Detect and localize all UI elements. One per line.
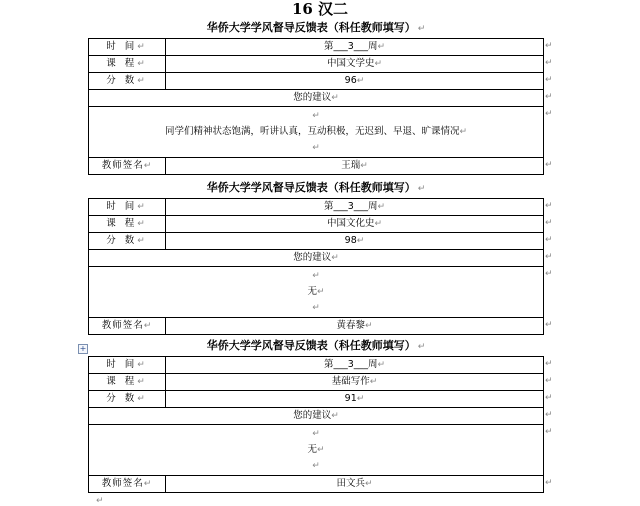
- time-row: [89, 357, 544, 374]
- signature-label: 教师签名↵: [89, 158, 166, 175]
- course-label: 课 程↵: [89, 56, 166, 73]
- row-end-mark: ↵: [545, 269, 553, 279]
- course-value: 中国文学史↵: [166, 56, 544, 73]
- time-label: 时 间↵: [89, 199, 166, 216]
- score-row: [89, 391, 544, 408]
- course-label: 课 程↵: [89, 374, 166, 391]
- form-title: 华侨大学学风督导反馈表（科任教师填写） ↵: [206, 21, 426, 34]
- row-end-mark: ↵: [545, 393, 553, 403]
- teacher-value: 王瑞↵: [166, 158, 544, 175]
- suggestion-label: 您的建议↵: [89, 90, 544, 107]
- row-end-mark: ↵: [545, 41, 553, 51]
- paragraph-mark: ↵: [96, 496, 104, 506]
- suggestion-value: ↵ 同学们精神状态饱满，听讲认真，互动积极，无迟到、早退、旷课情况↵ ↵: [89, 107, 544, 158]
- row-end-mark: ↵: [545, 75, 553, 85]
- teacher-value: 黄春黎↵: [166, 318, 544, 335]
- row-end-mark: ↵: [545, 92, 553, 102]
- page-title: 16 汉二: [291, 0, 349, 18]
- row-end-mark: ↵: [545, 410, 553, 420]
- week-value: 第___3___周↵: [166, 199, 544, 216]
- time-row: [89, 199, 544, 216]
- score-row: [89, 233, 544, 250]
- suggestion-header-row: [89, 408, 544, 425]
- suggestion-row: [89, 267, 544, 318]
- course-label: 课 程↵: [89, 216, 166, 233]
- row-end-mark: ↵: [545, 376, 553, 386]
- signature-label: 教师签名↵: [89, 318, 166, 335]
- suggestion-row: [89, 107, 544, 158]
- row-end-mark: ↵: [545, 201, 553, 211]
- suggestion-value: ↵ 无↵ ↵: [89, 267, 544, 318]
- suggestion-header-row: [89, 250, 544, 267]
- signature-label: 教师签名↵: [89, 476, 166, 493]
- feedback-form-3: [88, 356, 544, 493]
- row-end-mark: ↵: [545, 478, 553, 488]
- row-end-mark: ↵: [545, 320, 553, 330]
- score-label: 分 数↵: [89, 233, 166, 250]
- row-end-mark: ↵: [545, 252, 553, 262]
- row-end-mark: ↵: [545, 109, 553, 119]
- course-row: [89, 216, 544, 233]
- score-label: 分 数↵: [89, 73, 166, 90]
- feedback-form-1: [88, 38, 544, 175]
- week-value: 第___3___周↵: [166, 357, 544, 374]
- course-value: 基础写作↵: [166, 374, 544, 391]
- suggestion-label: 您的建议↵: [89, 250, 544, 267]
- row-end-mark: ↵: [545, 235, 553, 245]
- row-end-mark: ↵: [545, 218, 553, 228]
- row-end-mark: ↵: [545, 160, 553, 170]
- time-label: 时 间↵: [89, 39, 166, 56]
- time-row: [89, 39, 544, 56]
- score-value: 98↵: [166, 233, 544, 250]
- row-end-mark: ↵: [545, 58, 553, 68]
- row-end-mark: ↵: [545, 359, 553, 369]
- signature-row: [89, 476, 544, 493]
- score-value: 96↵: [166, 73, 544, 90]
- signature-row: [89, 158, 544, 175]
- teacher-value: 田文兵↵: [166, 476, 544, 493]
- course-value: 中国文化史↵: [166, 216, 544, 233]
- suggestion-label: 您的建议↵: [89, 408, 544, 425]
- suggestion-value: ↵ 无↵ ↵: [89, 425, 544, 476]
- course-row: [89, 56, 544, 73]
- week-value: 第___3___周↵: [166, 39, 544, 56]
- form-title: 华侨大学学风督导反馈表（科任教师填写） ↵: [206, 339, 426, 352]
- form-title: 华侨大学学风督导反馈表（科任教师填写） ↵: [206, 181, 426, 194]
- suggestion-header-row: [89, 90, 544, 107]
- score-label: 分 数↵: [89, 391, 166, 408]
- table-move-handle-icon[interactable]: +: [79, 344, 87, 353]
- feedback-form-2: [88, 198, 544, 335]
- row-end-mark: ↵: [545, 427, 553, 437]
- score-row: [89, 73, 544, 90]
- score-value: 91↵: [166, 391, 544, 408]
- suggestion-row: [89, 425, 544, 476]
- course-row: [89, 374, 544, 391]
- time-label: 时 间↵: [89, 357, 166, 374]
- signature-row: [89, 318, 544, 335]
